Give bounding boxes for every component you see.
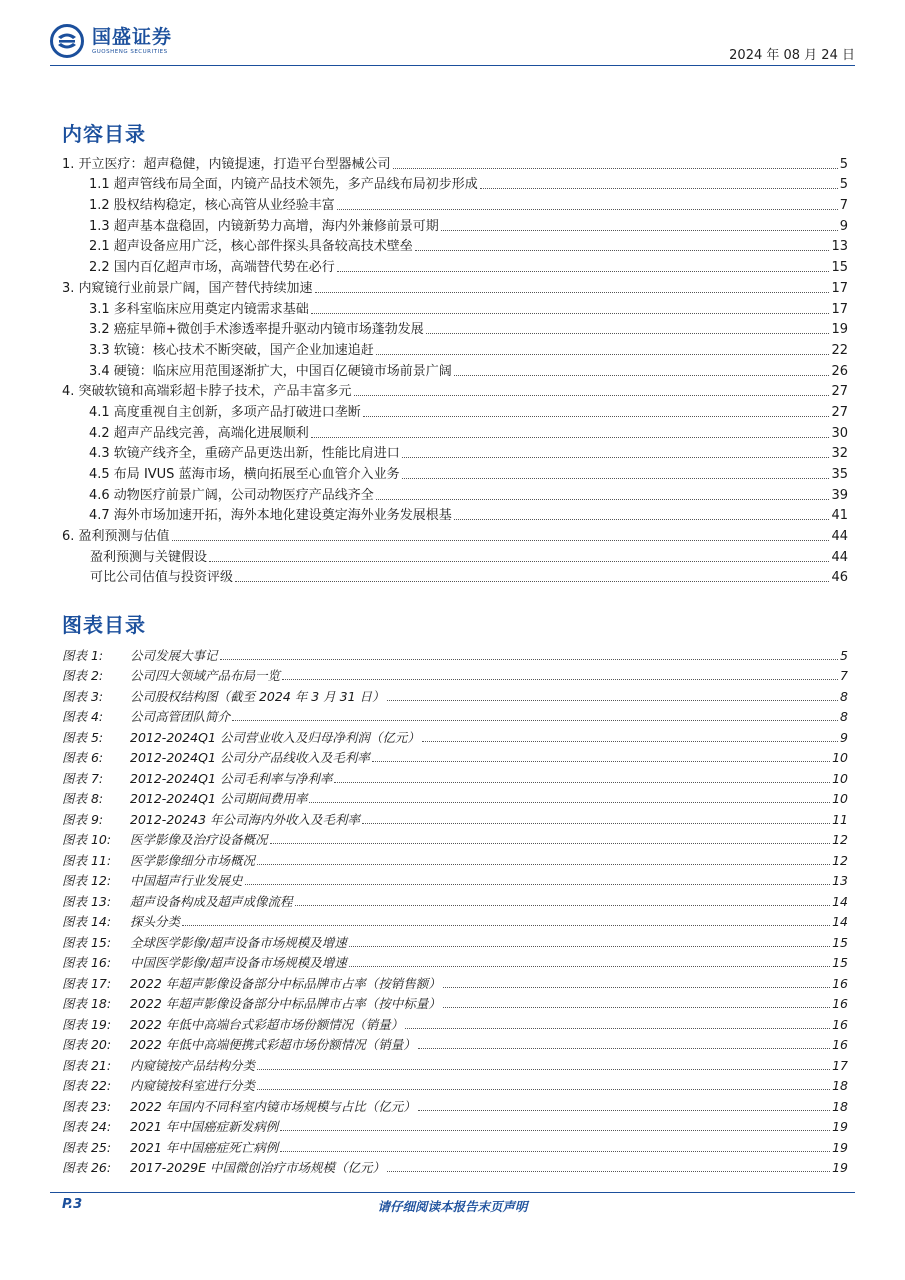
figure-entry-title: 2012-20243 年公司海内外收入及毛利率	[130, 811, 361, 827]
figure-entry-page: 11	[832, 811, 848, 827]
dot-leader	[295, 905, 831, 906]
dot-leader	[376, 499, 830, 500]
figure-entry-number: 图表 18:	[62, 996, 112, 1011]
toc-entry-page: 5	[839, 177, 848, 193]
toc-entry-page: 7	[839, 198, 848, 214]
toc-entry[interactable]	[62, 235, 848, 256]
figure-entry-number: 图表 4:	[62, 709, 104, 724]
figure-entry-number: 图表 15:	[62, 934, 112, 950]
figure-entry[interactable]	[62, 1074, 848, 1095]
company-logo	[50, 24, 172, 58]
footer-disclaimer: 请仔细阅读本报告末页声明	[377, 1199, 528, 1214]
toc-entry[interactable]	[62, 297, 848, 318]
dot-leader	[422, 741, 838, 742]
toc-entry-title: 1.3 超声基本盘稳固，内镜新势力高增，海内外兼修前景可期	[89, 218, 439, 234]
toc-entry-page: 46	[831, 570, 848, 586]
toc-entry[interactable]	[62, 380, 848, 401]
figure-entry-page: 12	[832, 852, 848, 868]
toc-entry-page: 44	[831, 529, 848, 545]
figure-entry-number: 图表 20:	[62, 1037, 112, 1052]
page-number: P.3	[62, 1197, 83, 1212]
toc-entry-title: 2.1 超声设备应用广泛，核心部件探头具备较高技术壁垒	[89, 239, 413, 255]
dot-leader	[337, 271, 830, 272]
figure-entry[interactable]	[62, 643, 848, 664]
toc-entry-title: 1. 开立医疗：超声稳健，内镜提速，打造平台型器械公司	[62, 156, 391, 172]
figure-entry[interactable]	[62, 766, 848, 787]
figure-entry-title: 探头分类	[130, 914, 181, 929]
figure-entry-page: 16	[832, 1037, 848, 1052]
header-divider	[50, 65, 855, 66]
figure-entry-number: 图表 23:	[62, 1098, 112, 1114]
toc-entry-title: 3.4 硬镜：临床应用范围逐渐扩大，中国百亿硬镜市场前景广阔	[89, 363, 452, 379]
toc-entry-page: 35	[831, 467, 848, 482]
dot-leader	[311, 437, 830, 438]
toc-entry-title: 1.2 股权结构稳定，核心高管从业经验丰富	[89, 198, 335, 214]
dot-leader	[309, 802, 830, 803]
toc-entry-page: 32	[831, 446, 848, 462]
dot-leader	[182, 925, 830, 926]
dot-leader	[334, 782, 830, 783]
figure-entry-number: 图表 7:	[62, 770, 104, 786]
toc-entry-title: 可比公司估值与投资评级	[90, 570, 234, 586]
toc-entry[interactable]	[62, 442, 848, 463]
dot-leader	[172, 540, 830, 541]
figure-entry[interactable]	[62, 1135, 848, 1156]
figure-entry-page: 9	[840, 729, 848, 745]
toc-entry[interactable]	[62, 276, 848, 297]
figure-entry-title: 超声设备构成及超声成像流程	[130, 893, 293, 909]
figure-entry[interactable]	[62, 705, 848, 726]
toc-entry[interactable]	[62, 524, 848, 545]
figure-entry-number: 图表 25:	[62, 1139, 112, 1155]
footer-divider	[50, 1192, 855, 1193]
toc-entry-title: 3.3 软镜：核心技术不断突破，国产企业加速追赶	[89, 342, 374, 358]
toc-entry-title: 6. 盈利预测与估值	[62, 529, 170, 545]
toc-entry-title: 3.2 癌症早筛+微创手术渗透率提升驱动内镜市场蓬勃发展	[89, 322, 424, 338]
toc-entry-page: 17	[831, 301, 848, 317]
dot-leader	[405, 1028, 830, 1029]
figure-entry[interactable]	[62, 1012, 848, 1033]
figure-entry-title: 2022 年低中高端便携式彩超市场份额情况（销量）	[130, 1037, 416, 1052]
figure-entry-number: 图表 24:	[62, 1119, 112, 1134]
figure-entry-page: 14	[832, 893, 848, 909]
figure-entry-title: 医学影像细分市场概况	[130, 852, 256, 868]
figure-entry[interactable]	[62, 951, 848, 972]
toc-entry-title: 4.1 高度重视自主创新，多项产品打破进口垄断	[89, 404, 361, 420]
figure-entry[interactable]	[62, 684, 848, 705]
figure-entry-page: 18	[832, 1098, 848, 1114]
toc-entry-page: 15	[831, 260, 848, 276]
toc-entry[interactable]	[62, 214, 848, 235]
figure-entry-page: 15	[832, 934, 848, 950]
figure-entry-number: 图表 11:	[62, 852, 112, 868]
dot-leader	[232, 720, 838, 721]
figure-entry-title: 2021 年中国癌症新发病例	[130, 1119, 279, 1134]
dot-leader	[362, 823, 830, 824]
dot-leader	[209, 561, 829, 562]
dot-leader	[415, 250, 830, 251]
toc-entry[interactable]	[62, 338, 848, 359]
figure-entry-number: 图表 16:	[62, 955, 112, 970]
figure-entry-page: 19	[832, 1119, 848, 1134]
toc-entry[interactable]	[62, 359, 848, 380]
figure-entry-title: 2012-2024Q1 公司分产品线收入及毛利率	[130, 750, 370, 765]
figure-entry-title: 2017-2029E 中国微创治疗市场规模（亿元）	[130, 1160, 386, 1175]
figure-entry-title: 公司股权结构图（截至 2024 年 3 月 31 日）	[130, 688, 385, 704]
toc-entry[interactable]	[62, 566, 848, 587]
dot-leader	[257, 1089, 830, 1090]
dot-leader	[354, 395, 830, 396]
dot-leader	[257, 1069, 830, 1070]
dot-leader	[363, 416, 830, 417]
dot-leader	[376, 354, 830, 355]
dot-leader	[443, 987, 830, 988]
figure-entry-page: 8	[840, 709, 848, 724]
figures-list	[62, 643, 848, 1176]
toc-entry[interactable]	[62, 545, 848, 566]
figure-entry-number: 图表 12:	[62, 873, 112, 888]
figure-entry-title: 2012-2024Q1 公司期间费用率	[130, 791, 308, 806]
dot-leader	[387, 700, 839, 701]
figure-entry-page: 13	[832, 873, 848, 888]
toc-heading: 内容目录	[62, 122, 146, 146]
dot-leader	[480, 188, 838, 189]
figure-entry-number: 图表 10:	[62, 832, 112, 847]
dot-leader	[257, 864, 830, 865]
toc-entry[interactable]	[62, 193, 848, 214]
toc-entry-page: 41	[831, 508, 848, 524]
figure-entry[interactable]	[62, 1033, 848, 1054]
figure-entry-page: 19	[832, 1160, 848, 1175]
figure-entry[interactable]	[62, 787, 848, 808]
dot-leader	[349, 946, 830, 947]
dot-leader	[280, 1130, 830, 1131]
figure-entry[interactable]	[62, 848, 848, 869]
figure-entry-number: 图表 22:	[62, 1078, 112, 1093]
guosheng-logo-icon	[50, 24, 84, 58]
figure-entry-title: 公司高管团队简介	[130, 709, 231, 724]
page-header	[50, 20, 855, 66]
toc-entry-title: 盈利预测与关键假设	[90, 549, 208, 565]
figure-entry-number: 图表 5:	[62, 729, 104, 745]
figure-entry-page: 10	[832, 791, 848, 806]
dot-leader	[441, 230, 838, 231]
figure-entry[interactable]	[62, 1094, 848, 1115]
figure-entry-number: 图表 9:	[62, 811, 104, 827]
logo-english-name: GUOSHENG SECURITIES	[92, 49, 168, 55]
figure-entry-number: 图表 6:	[62, 750, 104, 765]
dot-leader	[454, 519, 830, 520]
toc-entry-title: 4. 突破软镜和高端彩超卡脖子技术，产品丰富多元	[62, 384, 352, 400]
figure-entry-title: 全球医学影像/超声设备市场规模及增速	[130, 934, 347, 950]
dot-leader	[315, 292, 830, 293]
toc-entry[interactable]	[62, 421, 848, 442]
toc-entry-title: 4.7 海外市场加速开拓，海外本地化建设奠定海外业务发展根基	[89, 508, 452, 524]
toc-entry-title: 4.5 布局 IVUS 蓝海市场，横向拓展至心血管介入业务	[89, 467, 400, 482]
figure-entry-title: 2022 年国内不同科室内镜市场规模与占比（亿元）	[130, 1098, 416, 1114]
dot-leader	[282, 679, 838, 680]
figure-entry[interactable]	[62, 746, 848, 767]
figure-entry-page: 10	[832, 770, 848, 786]
figure-entry-title: 医学影像及治疗设备概况	[130, 832, 268, 847]
figure-entry-title: 内窥镜按科室进行分类	[130, 1078, 256, 1093]
toc-entry[interactable]	[62, 255, 848, 276]
toc-entry-title: 2.2 国内百亿超声市场，高端替代势在必行	[89, 260, 335, 276]
figure-entry-page: 8	[840, 688, 848, 704]
dot-leader	[418, 1110, 830, 1111]
dot-leader	[220, 659, 839, 660]
figure-entry[interactable]	[62, 1115, 848, 1136]
dot-leader	[349, 966, 830, 967]
dot-leader	[393, 168, 838, 169]
figure-entry-number: 图表 8:	[62, 791, 104, 806]
dot-leader	[402, 457, 830, 458]
dot-leader	[280, 1151, 830, 1152]
figure-entry-number: 图表 21:	[62, 1057, 112, 1073]
figure-entry-page: 15	[832, 955, 848, 970]
toc-entry[interactable]	[62, 462, 848, 483]
figure-entry[interactable]	[62, 807, 848, 828]
logo-chinese-name: 国盛证券	[92, 26, 173, 48]
dot-leader	[235, 581, 829, 582]
toc-entry-title: 4.6 动物医疗前景广阔，公司动物医疗产品线齐全	[89, 487, 374, 503]
dot-leader	[454, 375, 830, 376]
dot-leader	[402, 478, 830, 479]
figure-entry-title: 2021 年中国癌症死亡病例	[130, 1139, 279, 1155]
figure-entry-number: 图表 3:	[62, 688, 104, 704]
dot-leader	[443, 1007, 830, 1008]
toc-entry[interactable]	[62, 483, 848, 504]
toc-entry-page: 27	[831, 384, 848, 400]
toc-entry-title: 1.1 超声管线布局全面，内镜产品技术领先，多产品线布局初步形成	[89, 177, 478, 193]
toc-entry-page: 26	[831, 363, 848, 379]
figure-entry-title: 中国医学影像/超声设备市场规模及增速	[130, 955, 347, 970]
figure-entry[interactable]	[62, 869, 848, 890]
dot-leader	[418, 1048, 830, 1049]
dot-leader	[426, 333, 830, 334]
figure-entry-page: 17	[832, 1057, 848, 1073]
figure-entry-number: 图表 14:	[62, 914, 112, 929]
figure-entry-page: 10	[832, 750, 848, 765]
figure-entry-number: 图表 26:	[62, 1160, 112, 1175]
toc-entry-page: 13	[831, 239, 848, 255]
figure-entry-title: 中国超声行业发展史	[130, 873, 243, 888]
dot-leader	[337, 209, 838, 210]
toc-entry-page: 30	[831, 425, 848, 441]
figure-entry[interactable]	[62, 889, 848, 910]
figure-entry[interactable]	[62, 1053, 848, 1074]
dot-leader	[270, 843, 831, 844]
figure-entry[interactable]	[62, 725, 848, 746]
figure-entry-number: 图表 1:	[62, 647, 104, 663]
toc-entry-page: 19	[831, 322, 848, 338]
toc-entry[interactable]	[62, 173, 848, 194]
figure-entry-title: 2022 年超声影像设备部分中标品牌市占率（按中标量）	[130, 996, 441, 1011]
toc-entry[interactable]	[62, 400, 848, 421]
figure-entry-page: 19	[832, 1139, 848, 1155]
figure-entry-title: 2022 年低中高端台式彩超市场份额情况（销量）	[130, 1016, 404, 1032]
figure-entry-page: 16	[832, 975, 848, 991]
figure-entry[interactable]	[62, 1156, 848, 1177]
figure-entry-page: 16	[832, 1016, 848, 1032]
figure-entry[interactable]	[62, 971, 848, 992]
dot-leader	[245, 884, 831, 885]
figure-entry-page: 16	[832, 996, 848, 1011]
toc-entry-page: 22	[831, 342, 848, 358]
toc-entry-page: 9	[839, 218, 848, 234]
figure-entry-page: 7	[840, 668, 848, 683]
toc-entry[interactable]	[62, 152, 848, 173]
toc-list	[62, 152, 848, 586]
toc-entry[interactable]	[62, 504, 848, 525]
figure-entry-number: 图表 19:	[62, 1016, 112, 1032]
figure-entry-title: 2022 年超声影像设备部分中标品牌市占率（按销售额）	[130, 975, 441, 991]
figure-entry-title: 公司四大领域产品布局一览	[130, 668, 281, 683]
report-date: 2024 年 08 月 24 日	[729, 48, 855, 63]
dot-leader	[387, 1171, 830, 1172]
figures-heading: 图表目录	[62, 613, 146, 637]
toc-entry-title: 3.1 多科室临床应用奠定内镜需求基础	[89, 301, 309, 317]
dot-leader	[372, 761, 830, 762]
figure-entry-page: 12	[832, 832, 848, 847]
dot-leader	[311, 313, 830, 314]
toc-entry-page: 5	[839, 156, 848, 172]
figure-entry[interactable]	[62, 828, 848, 849]
figure-entry-title: 内窥镜按产品结构分类	[130, 1057, 256, 1073]
figure-entry-title: 公司发展大事记	[130, 647, 218, 663]
figure-entry[interactable]	[62, 992, 848, 1013]
toc-entry[interactable]	[62, 318, 848, 339]
figure-entry[interactable]	[62, 910, 848, 931]
toc-entry-page: 39	[831, 487, 848, 503]
figure-entry-number: 图表 17:	[62, 975, 112, 991]
toc-entry-page: 17	[831, 280, 848, 296]
figure-entry-page: 5	[840, 647, 848, 663]
figure-entry-page: 14	[832, 914, 848, 929]
figure-entry-title: 2012-2024Q1 公司毛利率与净利率	[130, 770, 333, 786]
toc-entry-page: 44	[831, 549, 848, 565]
figure-entry[interactable]	[62, 664, 848, 685]
toc-entry-title: 3. 内窥镜行业前景广阔，国产替代持续加速	[62, 280, 313, 296]
figure-entry[interactable]	[62, 930, 848, 951]
figure-entry-title: 2012-2024Q1 公司营业收入及归母净利润（亿元）	[130, 729, 420, 745]
figure-entry-page: 18	[832, 1078, 848, 1093]
figure-entry-number: 图表 13:	[62, 893, 112, 909]
toc-entry-page: 27	[831, 404, 848, 420]
toc-entry-title: 4.3 软镜产线齐全，重磅产品更迭出新，性能比肩进口	[89, 446, 400, 462]
toc-entry-title: 4.2 超声产品线完善，高端化进展顺利	[89, 425, 309, 441]
figure-entry-number: 图表 2:	[62, 668, 104, 683]
